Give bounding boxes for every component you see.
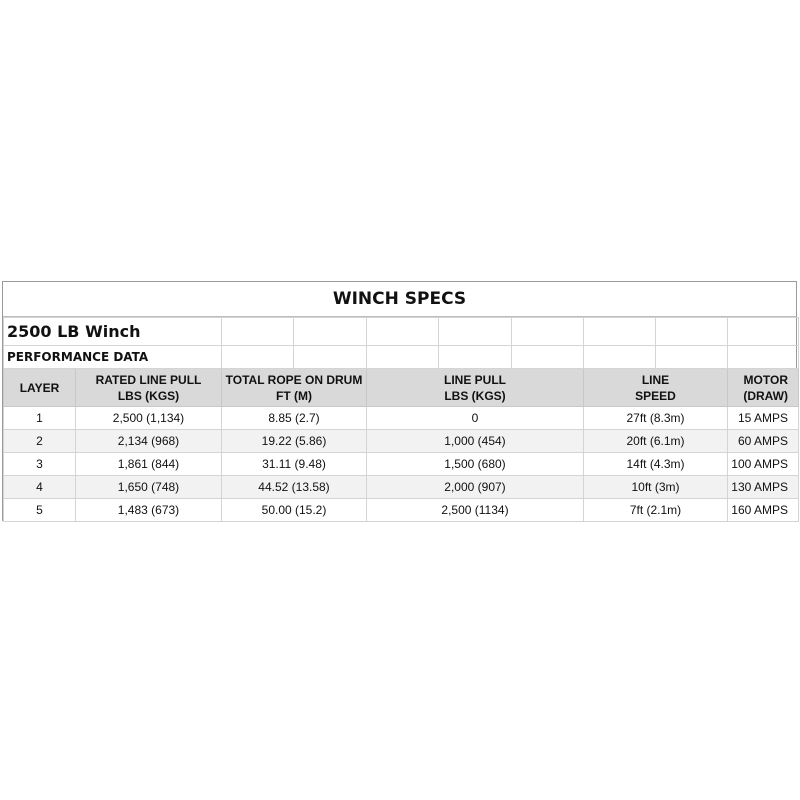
- empty-cell: [367, 346, 439, 369]
- empty-cell: [584, 318, 656, 346]
- header-line-pull: [367, 369, 584, 407]
- cell-motor-draw: 60 AMPS: [728, 430, 799, 453]
- cell-line-speed: 7ft (2.1m): [584, 499, 728, 522]
- cell-motor-draw: 15 AMPS: [728, 407, 799, 430]
- empty-cell: [294, 346, 367, 369]
- table-row: [4, 476, 799, 499]
- cell-rated-line-pull: 2,500 (1,134): [76, 407, 222, 430]
- cell-motor-draw: 130 AMPS: [728, 476, 799, 499]
- empty-cell: [222, 318, 294, 346]
- header-text: LBS (KGS): [117, 388, 180, 403]
- table-row: [4, 499, 799, 522]
- cell-total-rope: 50.00 (15.2): [222, 499, 367, 522]
- sheet-title: WINCH SPECS: [3, 282, 796, 317]
- winch-spec-sheet: [2, 281, 797, 521]
- cell-line-speed: 10ft (3m): [584, 476, 728, 499]
- cell-line-pull: 2,000 (907): [367, 476, 584, 499]
- cell-line-speed: 14ft (4.3m): [584, 453, 728, 476]
- cell-layer: 5: [4, 499, 76, 522]
- header-text: TOTAL ROPE ON DRUM: [225, 372, 363, 387]
- cell-line-pull: 0: [367, 407, 584, 430]
- cell-total-rope: 8.85 (2.7): [222, 407, 367, 430]
- header-row: [4, 369, 799, 407]
- header-text: LINE PULL: [444, 372, 506, 387]
- header-layer: [4, 369, 76, 407]
- cell-line-pull: 1,500 (680): [367, 453, 584, 476]
- cell-rated-line-pull: 1,650 (748): [76, 476, 222, 499]
- cell-layer: 3: [4, 453, 76, 476]
- table-row: [4, 407, 799, 430]
- empty-cell: [294, 318, 367, 346]
- cell-rated-line-pull: 1,483 (673): [76, 499, 222, 522]
- header-text: LAYER: [19, 380, 60, 395]
- empty-cell: [728, 346, 799, 369]
- spec-table: [3, 317, 799, 522]
- empty-cell: [728, 318, 799, 346]
- table-row: [4, 430, 799, 453]
- empty-cell: [222, 346, 294, 369]
- cell-line-pull: 2,500 (1134): [367, 499, 584, 522]
- header-text: LINE: [641, 372, 670, 387]
- cell-total-rope: 44.52 (13.58): [222, 476, 367, 499]
- empty-cell: [656, 346, 728, 369]
- cell-rated-line-pull: 1,861 (844): [76, 453, 222, 476]
- empty-cell: [512, 318, 584, 346]
- cell-total-rope: 19.22 (5.86): [222, 430, 367, 453]
- header-text: (DRAW): [743, 388, 788, 403]
- cell-layer: 2: [4, 430, 76, 453]
- header-text: MOTOR: [743, 372, 788, 387]
- header-line-speed: [584, 369, 728, 407]
- subtitle: 2500 LB Winch: [4, 318, 222, 346]
- cell-line-speed: 27ft (8.3m): [584, 407, 728, 430]
- empty-cell: [656, 318, 728, 346]
- empty-cell: [439, 318, 512, 346]
- cell-line-speed: 20ft (6.1m): [584, 430, 728, 453]
- cell-motor-draw: 160 AMPS: [728, 499, 799, 522]
- empty-cell: [367, 318, 439, 346]
- header-text: LBS (KGS): [444, 388, 506, 403]
- header-rated-line-pull: [76, 369, 222, 407]
- header-motor-draw: [728, 369, 799, 407]
- header-text: SPEED: [635, 388, 676, 403]
- cell-motor-draw: 100 AMPS: [728, 453, 799, 476]
- subtitle-row: [4, 318, 799, 346]
- section-row: [4, 346, 799, 369]
- empty-cell: [584, 346, 656, 369]
- cell-rated-line-pull: 2,134 (968): [76, 430, 222, 453]
- header-total-rope: [222, 369, 367, 407]
- cell-total-rope: 31.11 (9.48): [222, 453, 367, 476]
- header-text: FT (M): [276, 388, 312, 403]
- section-title: PERFORMANCE DATA: [4, 346, 222, 369]
- empty-cell: [512, 346, 584, 369]
- cell-line-pull: 1,000 (454): [367, 430, 584, 453]
- empty-cell: [439, 346, 512, 369]
- cell-layer: 4: [4, 476, 76, 499]
- header-text: RATED LINE PULL: [95, 372, 202, 387]
- table-row: [4, 453, 799, 476]
- cell-layer: 1: [4, 407, 76, 430]
